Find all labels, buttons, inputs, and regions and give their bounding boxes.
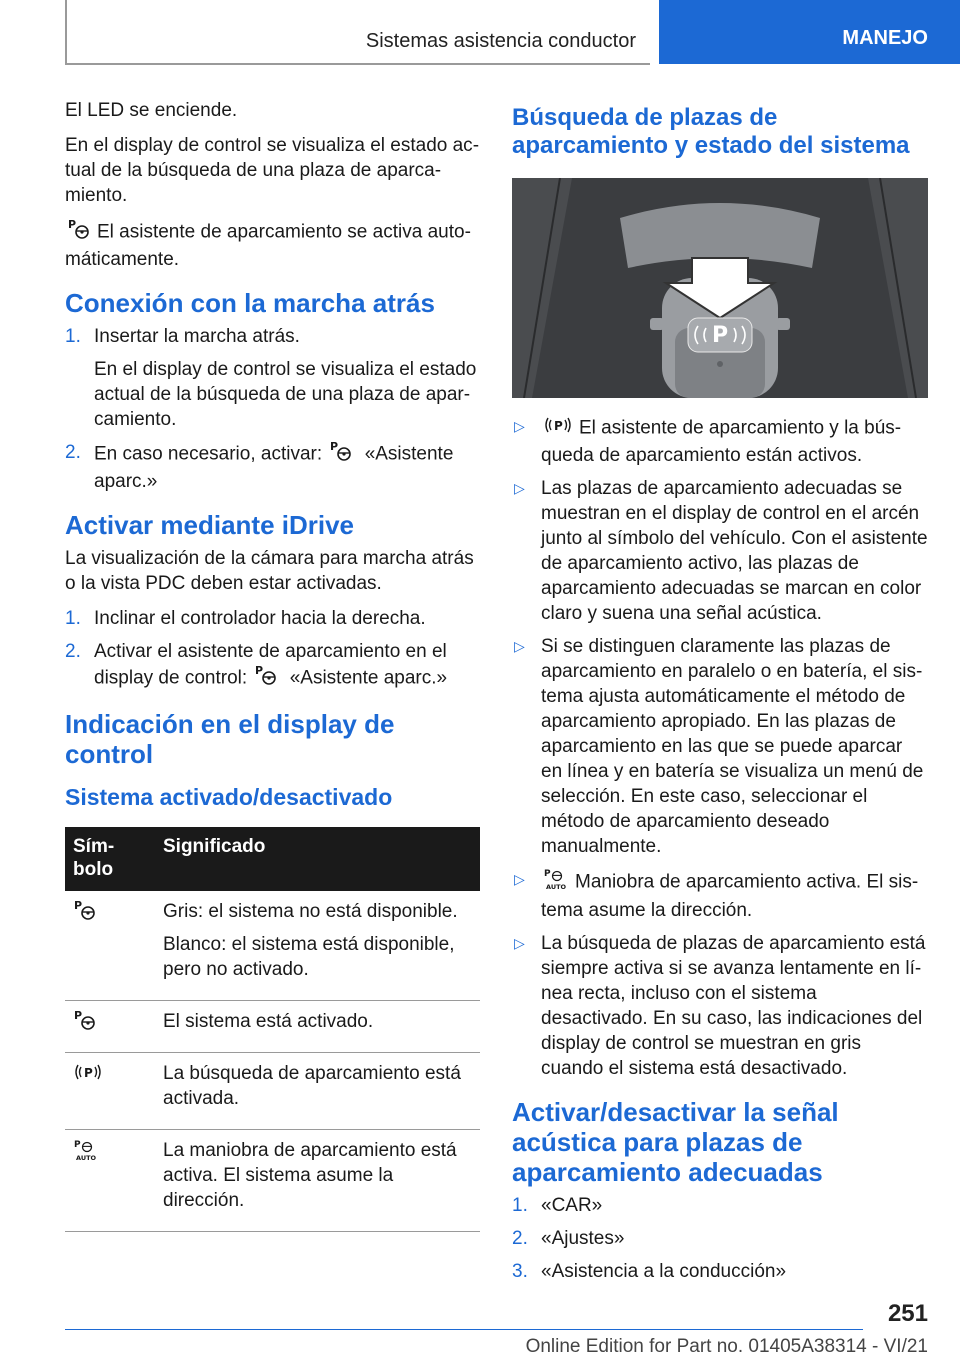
- parking-search-icon: [543, 414, 573, 443]
- list-item: ▷ Las plazas de aparcamiento adecuadas se muestran en el display de control en el arcén junto al símbolo del vehículo. Con el asistente de aparcamiento activo, las plazas de aparcamiento adecuadas se marcan en color claro y suena una señal acústica.: [514, 478, 928, 624]
- idrive-intro: La visualización de la cámara para marcha atrás o la vista PDC deben estar activadas.: [65, 548, 474, 594]
- parking-search-icon: [73, 1067, 103, 1088]
- triangle-bullet-icon: ▷: [514, 935, 525, 951]
- led-text: El LED se enciende.: [65, 100, 238, 121]
- header-rule: [65, 63, 650, 65]
- svg-text:P: P: [74, 1140, 81, 1150]
- signal-steps-list: [512, 1193, 928, 1284]
- auto-activation-text: P El asistente de aparcamiento se activa automáticamente.: [65, 218, 471, 270]
- triangle-bullet-icon: ▷: [514, 418, 525, 434]
- triangle-bullet-icon: ▷: [514, 480, 525, 496]
- svg-text:P: P: [84, 1066, 93, 1080]
- svg-text:P: P: [330, 440, 339, 453]
- table-header-row: [65, 827, 480, 891]
- header-section-title: Sistemas asistencia conductor: [365, 30, 636, 52]
- triangle-bullet-icon: ▷: [514, 638, 525, 654]
- svg-text:AUTO: AUTO: [546, 883, 567, 891]
- table-row: P AUTO La maniobra de aparcamiento está activa. El sistema asume la dirección.: [65, 1130, 480, 1232]
- header-chapter-tab[interactable]: MANEJO: [659, 0, 960, 64]
- svg-text:P: P: [255, 664, 264, 677]
- list-item: 2. «Ajustes»: [512, 1228, 625, 1249]
- reverse-steps-list: [65, 324, 480, 494]
- auto-maneuver-icon: [73, 1140, 99, 1167]
- park-assist-icon: [73, 1009, 97, 1036]
- svg-text:P: P: [74, 1009, 83, 1022]
- display-heading: Indicación en el display de control: [65, 709, 395, 769]
- triangle-bullet-icon: ▷: [514, 871, 525, 887]
- parking-display-illustration: [512, 178, 928, 398]
- park-assist-icon: [329, 440, 353, 469]
- svg-text:P: P: [74, 899, 83, 912]
- list-item: ▷ La búsqueda de plazas de aparcamiento está siempre activa si se avanza lentamente en línea recta, incluso con el sistema desactivado. En su caso, las indicaciones del display de control se muestran en gris cuando el sistema está desactivado.: [514, 933, 926, 1079]
- list-item: ▷ P AUTO Maniobra de aparcamiento activa. El sistema asume la dirección.: [514, 869, 919, 921]
- list-item: 1. Inclinar el controlador hacia la derecha.: [65, 608, 426, 629]
- footer-rule: [65, 1329, 863, 1330]
- idrive-heading: Activar mediante iDrive: [65, 510, 355, 540]
- display-status-text: En el display de control se visualiza el estado actual de la búsqueda de una plaza de aparcamiento.: [65, 135, 480, 206]
- list-item: 1. Insertar la marcha atrás. En el display de control se visualiza el estado actual de la búsqueda de una plaza de aparcamiento.: [65, 326, 477, 430]
- list-item: ▷ Si se distinguen claramente las plazas de aparcamiento en paralelo o en batería, el sistema ajusta automáticamente el método de aparcamiento apropiado. En las plazas de aparcamiento en las que se puede aparcar en línea y en batería se visualiza un menú de selección. En este caso, seleccionar el método de aparcamiento deseado manualmente.: [514, 636, 924, 857]
- status-subheading: Sistema activado/desactivado: [65, 784, 393, 810]
- idrive-steps-list: [65, 606, 480, 693]
- symbol-table: [65, 827, 480, 1232]
- table-row: P La búsqueda de aparcamiento está activada.: [65, 1053, 480, 1130]
- svg-text:P: P: [68, 218, 77, 231]
- footer-edition: Online Edition for Part no. 01405A38314 - VI/21: [525, 1336, 928, 1357]
- right-column: [512, 98, 928, 1294]
- table-row: P Gris: el sistema no está disponible. Blanco: el sistema está disponible, pero no activado.: [65, 891, 480, 1001]
- search-heading: Búsqueda de plazas de aparcamiento y estado del sistema: [512, 104, 910, 159]
- svg-text:P: P: [712, 323, 729, 348]
- page-number: 251: [887, 1300, 928, 1327]
- list-item: 3. «Asistencia a la conducción»: [512, 1261, 787, 1282]
- list-item: 2. Activar el asistente de aparcamiento en el display de control: P «Asistente aparc.»: [65, 639, 480, 693]
- table-header-meaning: Significado: [155, 827, 480, 891]
- acoustic-signal-heading: Activar/desactivar la señal acústica para plazas de aparcamiento adecuadas: [512, 1097, 839, 1187]
- auto-maneuver-icon: [543, 867, 569, 898]
- header-divider: [65, 0, 67, 64]
- park-assist-icon: [254, 664, 278, 693]
- left-column: [65, 98, 480, 1232]
- svg-text:P: P: [544, 869, 551, 879]
- status-bullets: [512, 414, 928, 1081]
- table-header-symbol: Símbolo: [65, 827, 155, 891]
- park-assist-icon: [73, 899, 97, 926]
- list-item: ▷ P El asistente de aparcamiento y la búsqueda de aparcamiento están activos.: [512, 414, 928, 468]
- park-assist-icon: [67, 218, 91, 247]
- svg-text:AUTO: AUTO: [76, 1154, 97, 1162]
- table-row: P El sistema está activado.: [65, 1001, 480, 1053]
- list-item: 1. «CAR»: [512, 1195, 603, 1216]
- reverse-gear-heading: Conexión con la marcha atrás: [65, 288, 435, 318]
- list-item: 2. En caso necesario, activar: P «Asistente aparc.»: [65, 440, 454, 492]
- svg-text:P: P: [554, 419, 563, 433]
